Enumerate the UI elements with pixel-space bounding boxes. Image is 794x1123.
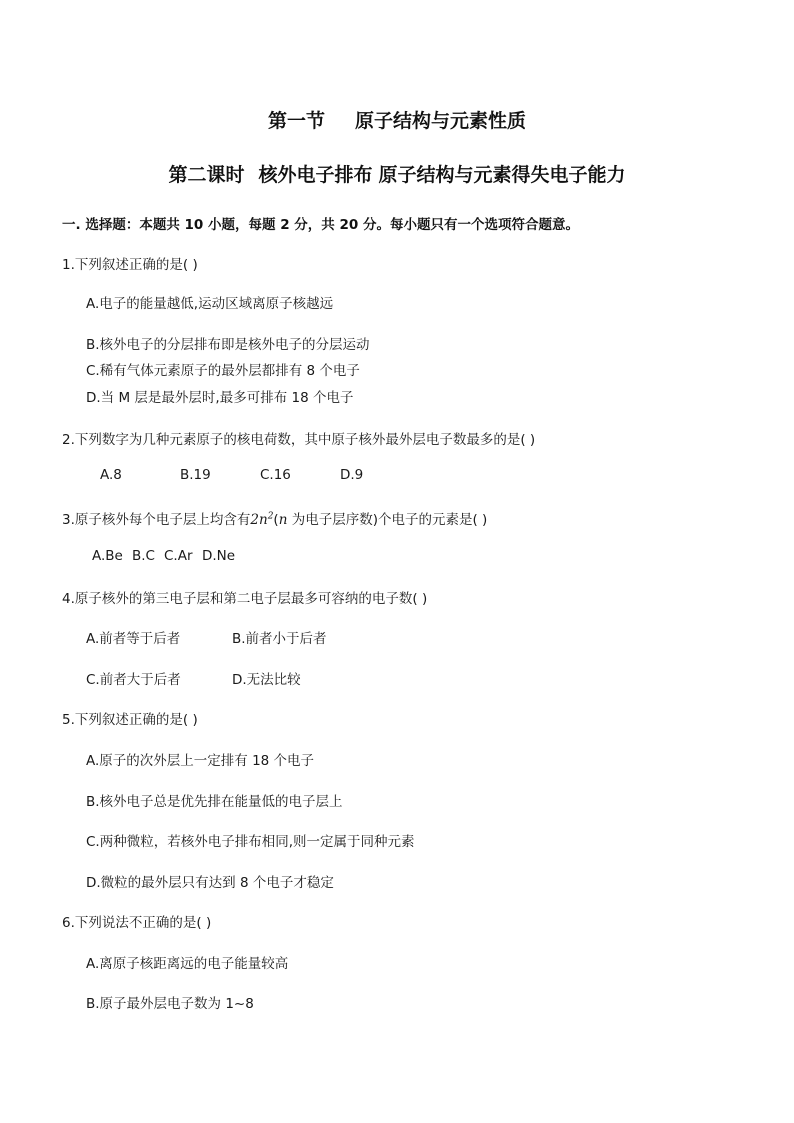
question-1-stem: 1.下列叙述正确的是( ) [62, 257, 198, 273]
subtitle-part2: 核外电子排布 [258, 164, 373, 186]
question-5-option-c: C.两种微粒，若核外电子排布相同,则一定属于同种元素 [86, 834, 415, 850]
subtitle-part3: 原子结构与元素得失电子能力 [378, 164, 626, 186]
question-2-option-d: D.9 [340, 467, 364, 483]
lesson-subtitle [0, 160, 794, 187]
question-4-options-row1 [86, 627, 327, 647]
question-3-option-a: A.Be [92, 548, 123, 564]
question-3-formula-exp: 2 [267, 511, 274, 522]
question-3-formula [250, 512, 273, 528]
question-5-stem: 5.下列叙述正确的是( ) [62, 712, 198, 728]
section-header: 一. 选择题：本题共 10 小题，每题 2 分，共 20 分。每小题只有一个选项符合题意。 [62, 217, 579, 233]
question-4-option-c: C.前者大于后者 [86, 672, 181, 688]
question-3-option-c: C.Ar [164, 548, 193, 564]
question-5-option-b: B.核外电子总是优先排在能量低的电子层上 [86, 794, 343, 810]
subtitle-part1: 第二课时 [168, 164, 245, 186]
title-part2: 原子结构与元素性质 [355, 110, 527, 132]
question-3-option-b: B.C [132, 548, 155, 564]
question-3-stem-a: 3.原子核外每个电子层上均含有 [62, 512, 251, 528]
question-4-option-d: D.无法比较 [232, 672, 301, 688]
question-6-stem: 6.下列说法不正确的是( ) [62, 915, 212, 931]
question-5-option-d: D.微粒的最外层只有达到 8 个电子才稳定 [86, 875, 334, 891]
question-3-stem [62, 508, 487, 528]
question-3-stem-b: ( [273, 512, 279, 528]
question-2-option-c: C.16 [260, 467, 291, 483]
title-part1: 第一节 [267, 110, 325, 132]
question-2-option-b: B.19 [180, 467, 211, 483]
question-4-options-row2 [86, 668, 301, 688]
question-3-stem-c: 为电子层序数)个电子的元素是( ) [287, 512, 488, 528]
question-3-options [92, 548, 235, 564]
question-1-option-b: B.核外电子的分层排布即是核外电子的分层运动 [86, 337, 370, 353]
question-5-option-a: A.原子的次外层上一定排有 18 个电子 [86, 753, 315, 769]
question-1-option-a: A.电子的能量越低,运动区域离原子核越远 [86, 296, 334, 312]
question-1-option-c: C.稀有气体元素原子的最外层都排有 8 个电子 [86, 363, 360, 379]
question-3-formula-base: 2n [250, 512, 268, 528]
question-2-option-a: A.8 [100, 467, 122, 483]
question-6-option-b: B.原子最外层电子数为 1~8 [86, 996, 254, 1012]
question-2-options [100, 467, 363, 483]
question-1-option-d: D.当 M 层是最外层时,最多可排布 18 个电子 [86, 390, 354, 406]
question-4-option-a: A.前者等于后者 [86, 631, 181, 647]
question-4-option-b: B.前者小于后者 [232, 631, 327, 647]
question-2-stem: 2.下列数字为几种元素原子的核电荷数，其中原子核外最外层电子数最多的是( ) [62, 432, 536, 448]
question-3-option-d: D.Ne [202, 548, 236, 564]
question-4-stem: 4.原子核外的第三电子层和第二电子层最多可容纳的电子数( ) [62, 591, 428, 607]
lesson-title [0, 106, 794, 133]
question-3-var: n [278, 512, 288, 528]
question-6-option-a: A.离原子核距离远的电子能量较高 [86, 956, 289, 972]
